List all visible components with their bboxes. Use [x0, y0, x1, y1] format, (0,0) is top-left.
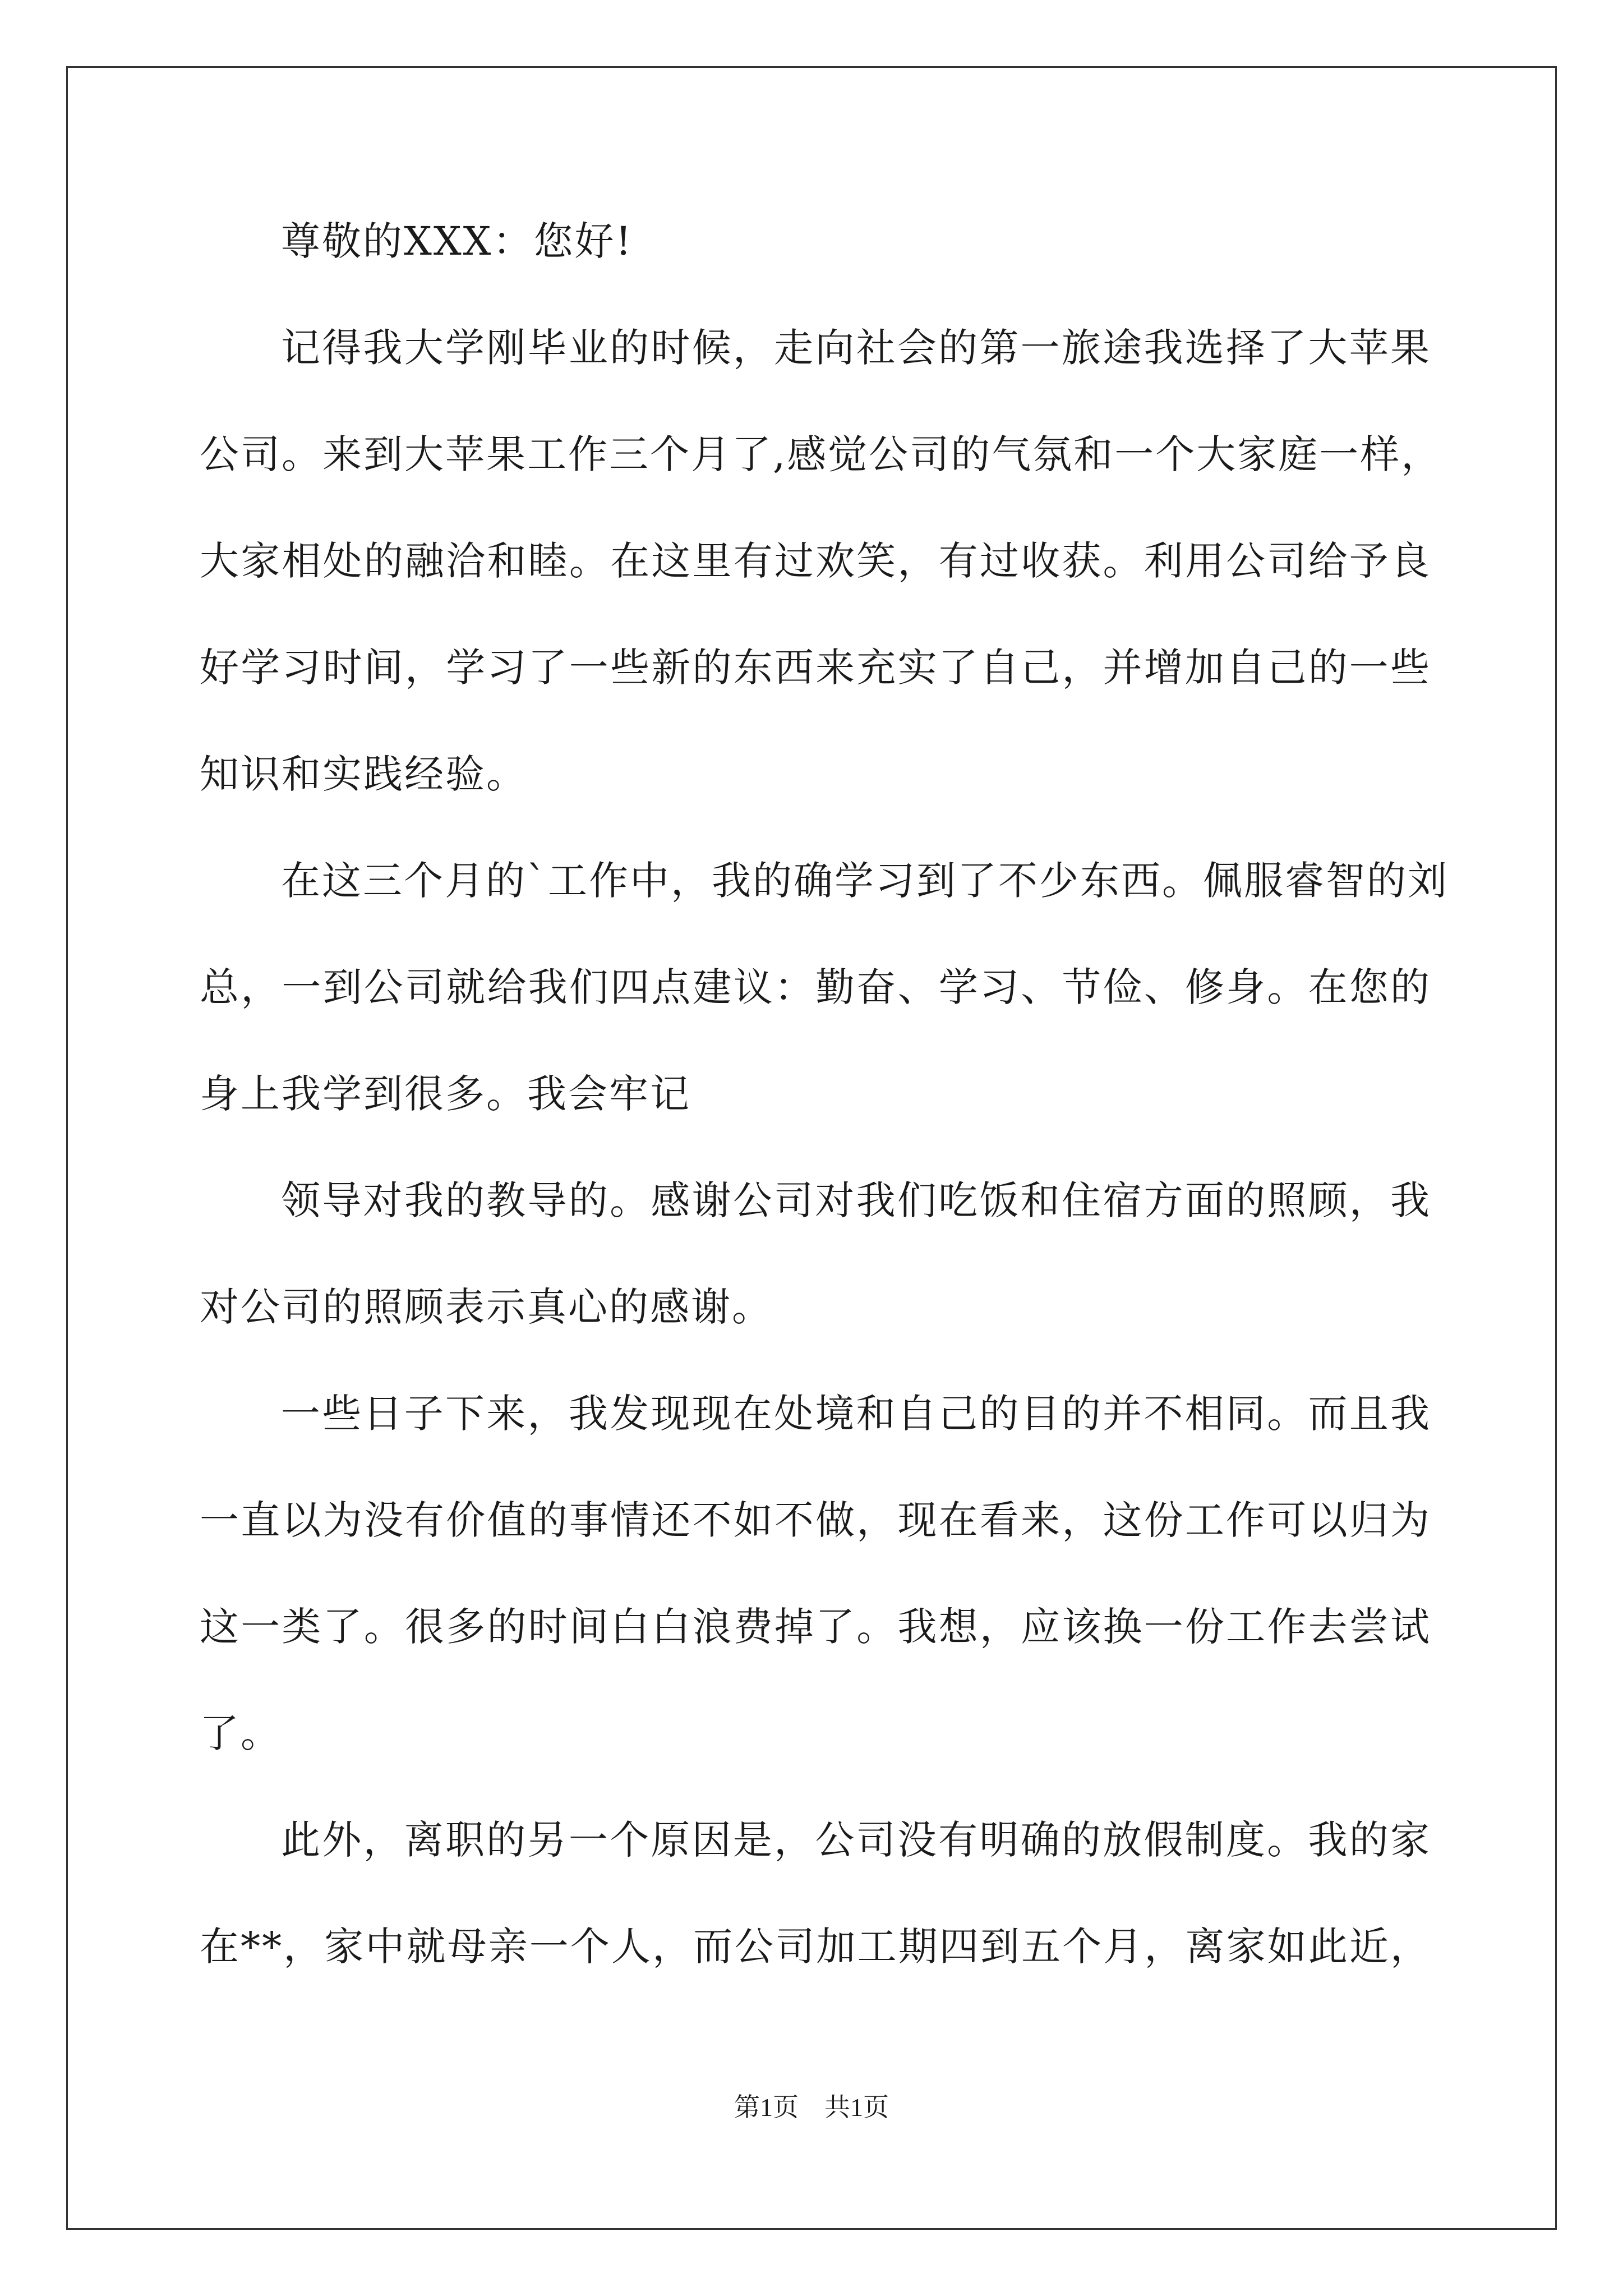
document-body: [200, 213, 1449, 2025]
text-line: 身上我学到很多。我会牢记: [200, 1071, 691, 1117]
text-line: 这一类了。很多的时间白白浪费掉了。我想，应该换一份工作去尝试: [200, 1604, 1431, 1650]
text-line: 公司。来到大苹果工作三个月了,感觉公司的气氛和一个大家庭一样，: [200, 431, 1442, 477]
text-line: 大家相处的融洽和睦。在这里有过欢笑，有过收获。利用公司给予良: [200, 538, 1431, 584]
text-line: 好学习时间，学习了一些新的东西来充实了自己，并增加自己的一些: [200, 645, 1431, 691]
text-line: 记得我大学刚毕业的时候，走向社会的第一旅途我选择了大苹果: [281, 325, 1431, 371]
text-line: 一些日子下来，我发现现在处境和自己的目的并不相同。而且我: [281, 1391, 1431, 1437]
page-footer: [0, 2087, 1623, 2124]
text-line: 总，一到公司就给我们四点建议：勤奋、学习、节俭、修身。在您的: [200, 964, 1431, 1010]
text-line: 对公司的照顾表示真心的感谢。: [200, 1284, 773, 1330]
text-line: 尊敬的XXX：您好!: [281, 218, 633, 264]
text-line: 一直以为没有价值的事情还不如不做，现在看来，这份工作可以归为: [200, 1497, 1431, 1543]
text-line: 在**，家中就母亲一个人，而公司加工期四到五个月，离家如此近，: [200, 1924, 1431, 1970]
page-number-label: 第1页 共1页: [734, 2093, 889, 2122]
text-line: 知识和实践经验。: [200, 751, 527, 797]
text-line: 此外，离职的另一个原因是，公司没有明确的放假制度。我的家: [281, 1817, 1431, 1863]
text-line: 了。: [200, 1710, 282, 1756]
text-line: 在这三个月的`工作中，我的确学习到了不少东西。佩服睿智的刘: [281, 858, 1449, 904]
text-line: 领导对我的教导的。感谢公司对我们吃饭和住宿方面的照顾，我: [281, 1177, 1431, 1223]
